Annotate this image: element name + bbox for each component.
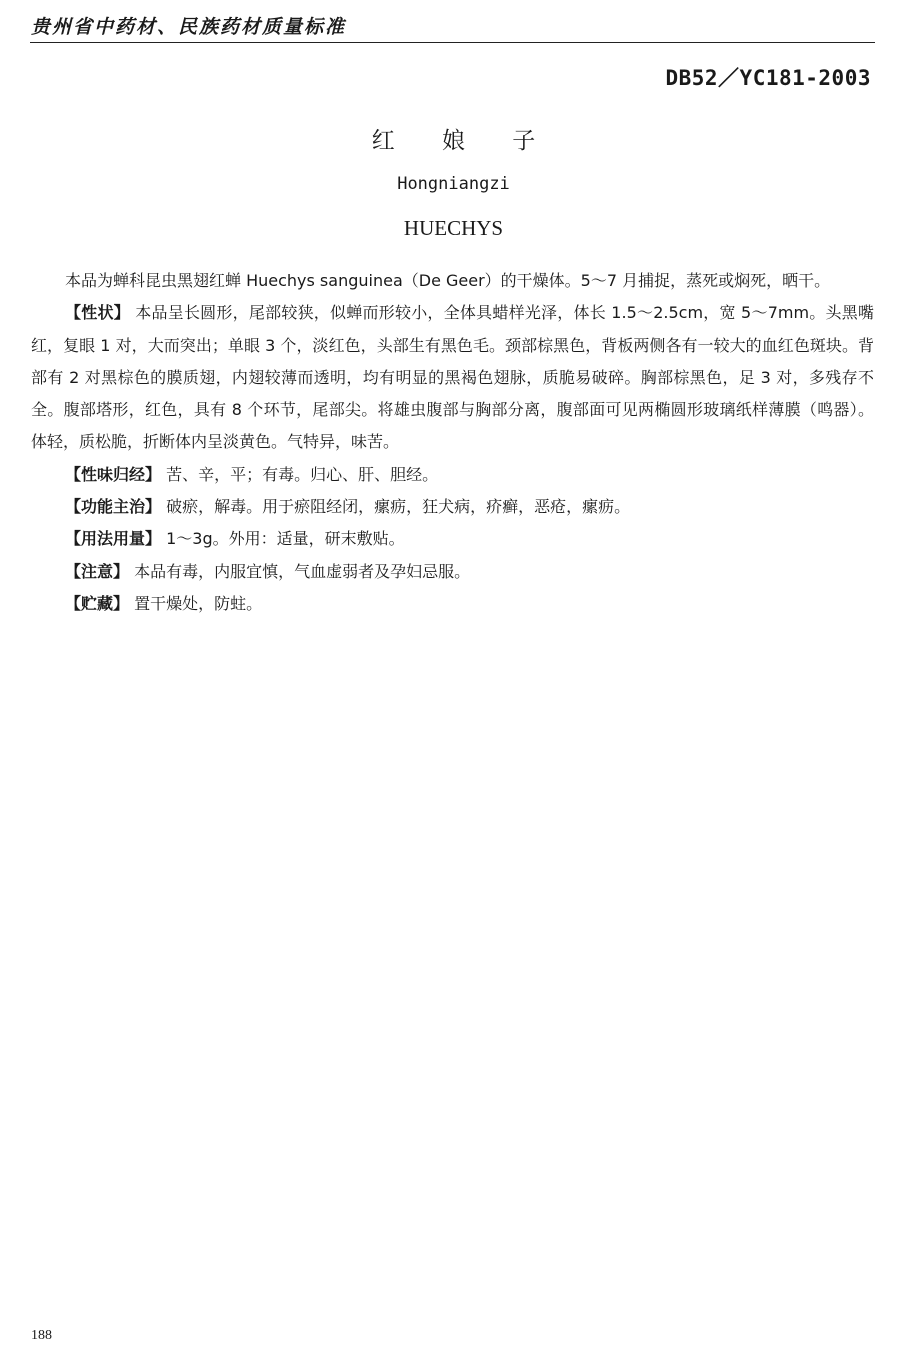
running-header: 贵州省中药材、民族药材质量标准: [31, 16, 347, 38]
section-text: 1～3g。外用：适量，研末敷贴。: [161, 529, 405, 549]
intro-paragraph: 本品为蝉科昆虫黑翅红蝉 Huechys sanguinea（De Geer）的干燥体。5～7 月捕捉，蒸死或焖死，晒干。: [65, 271, 831, 290]
section-nature-meridian: [31, 459, 874, 491]
section-label: 【贮藏】: [65, 593, 130, 613]
section-text: 本品呈长圆形，尾部较狭，似蝉而形较小，全体具蜡样光泽，体长 1.5～2.5cm，宽 5～7mm。头黑嘴红，复眼 1 对，大而突出；单眼 3 个，淡红色，头部生有黑色毛。颈部棕黑色，背板两侧各有一较大的血红色斑块。背部有 2 对黑棕色的膜质翅，内翅较薄而透明，均有明显的黑褐色翅脉，质脆易破碎。胸部棕黑色，足 3 对，多残存不全。腹部塔形，红色，具有 8 个环节，尾部尖。将雄虫腹部与胸部分离，腹部面可见两椭圆形玻璃纸样薄膜（鸣器）。体轻，质松脆，折断体内呈淡黄色。气特异，味苦。: [31, 303, 874, 452]
title-latin: HUECHYS: [403, 216, 504, 240]
section-label: 【性状】: [65, 303, 130, 323]
section-usage-dosage: [31, 523, 874, 555]
standard-code: DB52／YC181-2003: [665, 66, 871, 90]
section-text: 置干燥处，防蛀。: [129, 593, 263, 613]
section-precaution: [31, 556, 874, 588]
section-label: 【用法用量】: [65, 529, 162, 549]
section-description: [31, 297, 874, 458]
section-label: 【性味归经】: [65, 464, 162, 484]
section-function-indication: [31, 491, 874, 523]
section-text: 苦、辛，平；有毒。归心、肝、胆经。: [161, 464, 439, 484]
section-storage: [31, 588, 874, 620]
section-text: 本品有毒，内服宜慎，气血虚弱者及孕妇忌服。: [129, 561, 471, 581]
document-body: [31, 265, 874, 620]
section-label: 【注意】: [65, 561, 130, 581]
section-text: 破瘀，解毒。用于瘀阻经闭，瘰疬，狂犬病，疥癣，恶疮，瘰疬。: [161, 497, 631, 517]
title-pinyin: Hongniangzi: [397, 174, 510, 194]
header-divider: [30, 42, 875, 43]
title-chinese: 红 娘 子: [371, 128, 556, 154]
section-label: 【功能主治】: [65, 497, 162, 517]
page-number: 188: [31, 1328, 52, 1343]
